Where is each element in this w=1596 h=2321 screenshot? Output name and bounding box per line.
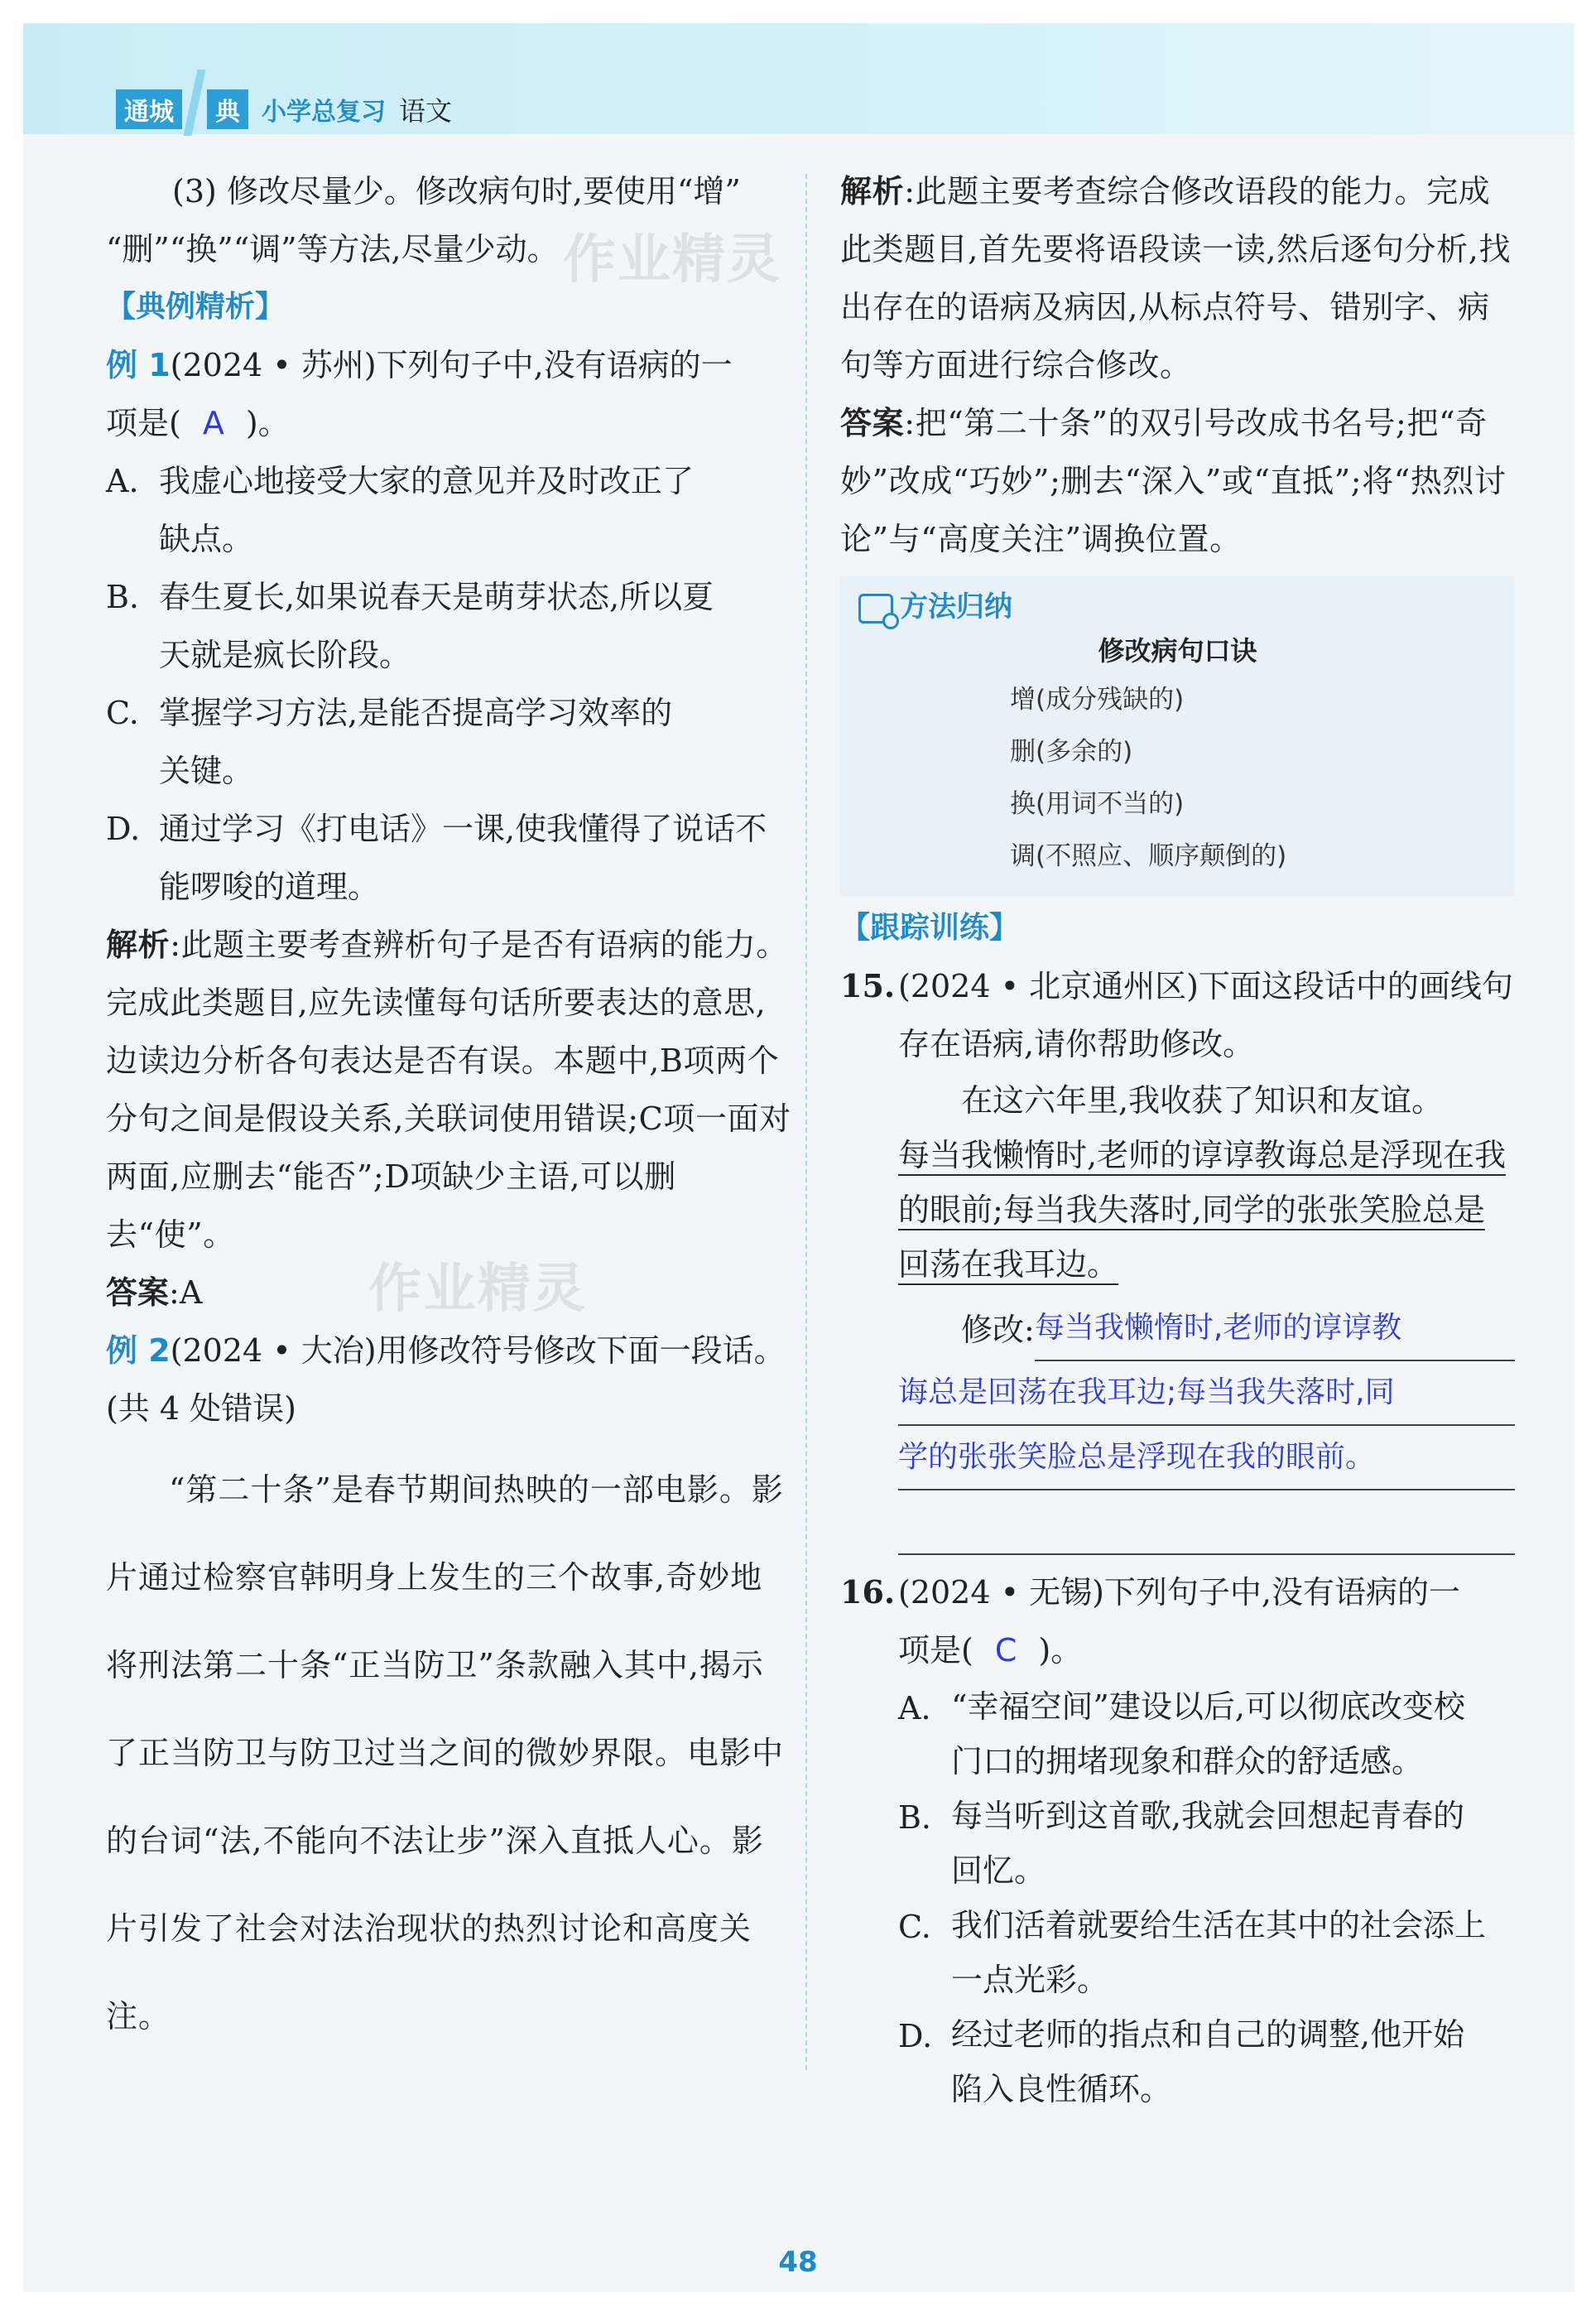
example-2-passage: “第二十条”是春节期间热映的一部电影。影片通过检察官韩明身上发生的三个故事,奇妙地将刑法第二十条“正当防卫”条款融入其中,揭示了正当防卫与防卫过当之间的微妙界限。电影中的台词“法,不能向不法让步”深入直抵人心。影片引发了社会对法治现状的热烈讨论和高度关注。 xyxy=(106,1471,785,2034)
brand-slash-icon xyxy=(182,84,207,134)
brand-part-b: 典 xyxy=(207,89,248,129)
analysis-label: 解析 xyxy=(840,173,905,209)
method-item: 增(成分残缺的) xyxy=(1010,685,1185,715)
option-text: 门口的拥堵现象和群众的舒适感。 xyxy=(951,1743,1424,1779)
option-text: 春生夏长,如果说春天是萌芽状态,所以夏 xyxy=(159,579,714,615)
question-16-option-d xyxy=(898,2007,1515,2116)
question-16-number: 16. xyxy=(840,1573,896,1611)
question-16-answer: C xyxy=(994,1632,1017,1669)
option-key: B. xyxy=(898,1799,932,1836)
option-text: 关键。 xyxy=(159,753,254,789)
example-1-option-c xyxy=(106,684,793,800)
question-15-underlined-sentence: 每当我懒惰时,老师的谆谆教诲总是浮现在我的眼前;每当我失落时,同学的张张笑脸总是回荡在我耳边。 xyxy=(898,1137,1507,1283)
page-number: 48 xyxy=(778,2246,818,2279)
option-text: 我们活着就要给生活在其中的社会添上 xyxy=(951,1907,1487,1943)
method-title: 修改病句口诀 xyxy=(1098,635,1257,667)
method-icon xyxy=(858,594,893,624)
section-title-practice: 【跟踪训练】 xyxy=(840,911,1020,945)
fix-label: 修改: xyxy=(961,1312,1035,1348)
watermark: 作业精灵 xyxy=(563,229,781,291)
example-2-answer-text: :把“第二十条”的双引号改成书名号;把“奇妙”改成“巧妙”;删去“深入”或“直抵”;将“热烈讨论”与“高度关注”调换位置。 xyxy=(840,405,1507,557)
intro-line-1: (3) 修改尽量少。修改病句时,要使用“增” xyxy=(172,173,741,209)
method-item: 调(不照应、顺序颠倒的) xyxy=(1010,841,1287,871)
example-1-stem-c: )。 xyxy=(245,405,290,441)
left-column xyxy=(106,162,793,2060)
example-1-option-a xyxy=(106,452,793,568)
option-text: “幸福空间”建设以后,可以彻底改变校 xyxy=(951,1688,1465,1725)
option-key: A. xyxy=(898,1690,931,1726)
option-text: 天就是疯长阶段。 xyxy=(159,637,411,673)
subject-title: 语文 xyxy=(399,95,453,127)
brand-part-a: 通城 xyxy=(116,89,182,129)
option-text: 我虚心地接受大家的意见并及时改正了 xyxy=(159,463,695,499)
example-2 xyxy=(106,1322,793,2060)
option-text: 能啰唆的道理。 xyxy=(159,869,380,905)
option-key: D. xyxy=(898,2018,933,2054)
question-16-stem-c: )。 xyxy=(1038,1632,1083,1669)
option-text: 每当听到这首歌,我就会回想起青春的 xyxy=(951,1798,1465,1834)
example-1-option-b xyxy=(106,568,793,684)
question-16-option-c xyxy=(898,1898,1515,2007)
question-15-stem: (2024 • 北京通州区)下面这段话中的画线句存在语病,请你帮助修改。 xyxy=(898,968,1513,1062)
question-16-stem-a: (2024 • 无锡)下列句子中,没有语病的一 xyxy=(898,1574,1461,1611)
fix-answer-line: 学的张张笑脸总是浮现在我的眼前。 xyxy=(898,1426,1515,1490)
option-text: 掌握学习方法,是能否提高学习效率的 xyxy=(159,695,673,731)
method-heading: 方法归纳 xyxy=(900,590,1012,624)
question-16-option-a xyxy=(898,1679,1515,1789)
example-1-answer: A xyxy=(202,405,224,441)
option-text: 回忆。 xyxy=(951,1852,1046,1889)
example-2-stem: (2024 • 大冶)用修改符号修改下面一段话。(共 4 处错误) xyxy=(106,1332,786,1427)
example-1 xyxy=(106,336,793,1322)
answer-label: 答案 xyxy=(106,1274,170,1311)
blank-answer-line xyxy=(898,1490,1515,1555)
question-15-number: 15. xyxy=(840,967,896,1004)
question-15 xyxy=(840,957,1515,1555)
method-item: 换(用词不当的) xyxy=(1010,789,1185,819)
analysis-label: 解析 xyxy=(106,927,171,963)
section-title-examples: 【典例精析】 xyxy=(106,290,286,324)
column-divider xyxy=(805,174,807,2070)
intro-line-2: “删”“换”“调”等方法,尽量少动。 xyxy=(106,231,559,267)
method-summary-box xyxy=(840,576,1515,896)
option-key: C. xyxy=(106,695,139,731)
question-16-option-b xyxy=(898,1789,1515,1898)
method-item: 删(多余的) xyxy=(1010,737,1133,767)
option-key: C. xyxy=(898,1909,931,1945)
option-text: 一点光彩。 xyxy=(951,1962,1109,1998)
option-text: 缺点。 xyxy=(159,521,254,557)
option-text: 陷入良性循环。 xyxy=(951,2071,1172,2107)
header-logo xyxy=(116,91,452,128)
question-16 xyxy=(840,1563,1515,2116)
option-key: D. xyxy=(106,811,141,847)
example-1-answer-text: :A xyxy=(169,1274,203,1311)
option-text: 通过学习《打电话》一课,使我懂得了说话不 xyxy=(159,811,767,847)
question-16-stem-b: 项是( xyxy=(898,1632,973,1669)
example-1-stem-b: 项是( xyxy=(106,405,181,441)
fix-answer-line: 每当我懒惰时,老师的谆谆教 xyxy=(1035,1297,1515,1361)
example-1-stem-a: (2024 • 苏州)下列句子中,没有语病的一 xyxy=(170,347,733,383)
right-column xyxy=(840,162,1515,2116)
example-2-analysis: :此题主要考查综合修改语段的能力。完成此类题目,首先要将语段读一读,然后逐句分析,找出存在的语病及病因,从标点符号、错别字、病句等方面进行综合修改。 xyxy=(840,173,1512,383)
series-title: 小学总复习 xyxy=(262,98,386,127)
option-text: 经过老师的指点和自己的调整,他开始 xyxy=(951,2016,1465,2053)
example-1-analysis: :此题主要考查辨析句子是否有语病的能力。完成此类题目,应先读懂每句话所要表达的意思,边读边分析各句表达是否有误。本题中,B项两个分句之间是假设关系,关联词使用错误;C项一面对两面,应删去“能否”;D项缺少主语,可以删去“使”。 xyxy=(106,927,791,1253)
watermark: 作业精灵 xyxy=(368,1259,587,1320)
option-key: A. xyxy=(106,463,139,499)
example-1-option-d xyxy=(106,800,793,916)
question-15-passage: 在这六年里,我收获了知识和友谊。 xyxy=(961,1082,1444,1119)
example-2-label: 例 2 xyxy=(106,1332,171,1369)
answer-label: 答案 xyxy=(840,405,905,441)
option-key: B. xyxy=(106,579,140,615)
example-1-label: 例 1 xyxy=(106,347,171,383)
fix-answer-line: 诲总是回荡在我耳边;每当我失落时,同 xyxy=(898,1361,1515,1426)
